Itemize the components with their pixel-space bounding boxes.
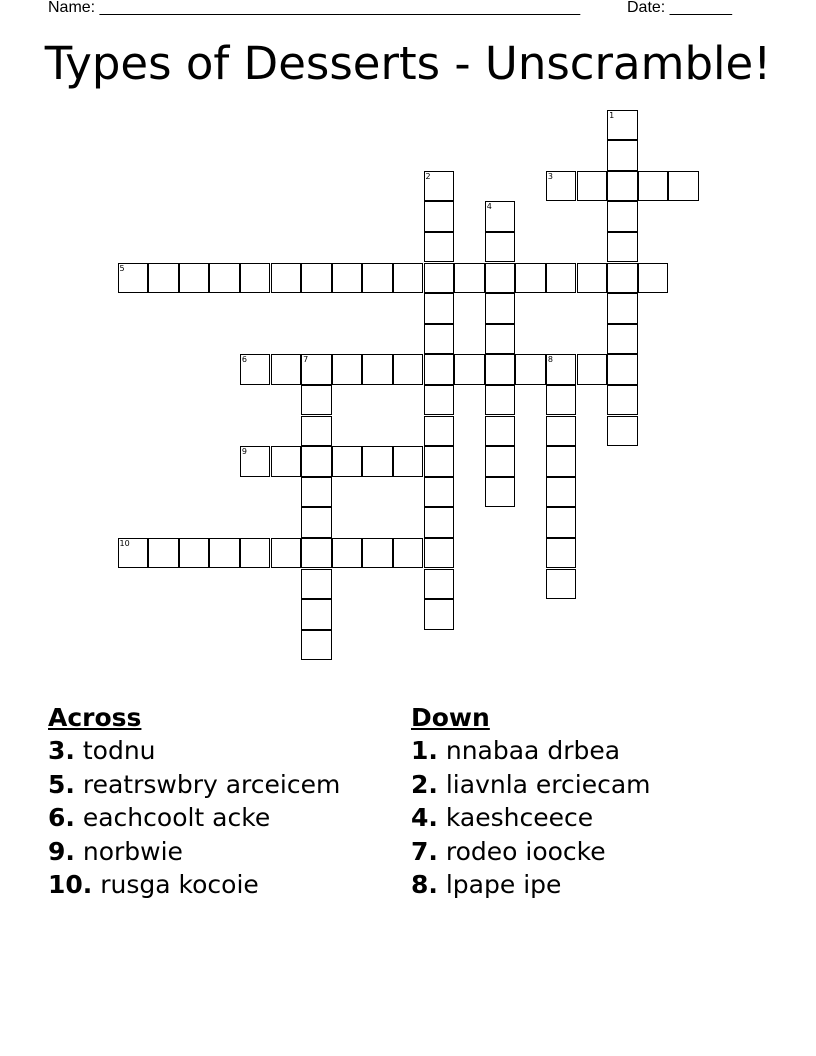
cell-number: 6 [241,355,247,365]
grid-cell[interactable] [424,538,455,569]
clue-number: 10. [48,870,93,899]
across-clue-list [48,734,340,902]
grid-cell[interactable] [240,446,271,477]
grid-cell[interactable] [424,232,455,263]
grid-cell[interactable] [607,324,638,355]
grid-cell[interactable] [301,446,332,477]
cell-number: 5 [119,263,125,273]
clue-number: 1. [411,736,438,765]
grid-cell[interactable] [485,416,516,447]
down-clue [411,768,651,802]
grid-cell[interactable] [577,354,608,385]
down-heading: Down [411,703,490,732]
grid-cell[interactable] [485,354,516,385]
cell-number: 8 [547,355,553,365]
clue-text: eachcoolt acke [82,803,271,832]
grid-cell[interactable] [485,385,516,416]
grid-cell[interactable] [301,354,332,385]
grid-cell[interactable] [424,201,455,232]
grid-cell[interactable] [546,354,577,385]
grid-cell[interactable] [546,569,577,600]
grid-cell[interactable] [209,263,240,294]
grid-cell[interactable] [362,354,393,385]
clue-text: lpape ipe [445,870,562,899]
grid-cell[interactable] [179,263,210,294]
grid-cell[interactable] [271,354,302,385]
cell-number: 2 [425,171,431,181]
grid-cell[interactable] [301,507,332,538]
grid-cell[interactable] [638,171,669,202]
grid-cell[interactable] [271,538,302,569]
grid-cell[interactable] [424,324,455,355]
grid-cell[interactable] [546,263,577,294]
down-clue [411,801,651,835]
across-heading: Across [48,703,142,732]
grid-cell[interactable] [515,263,546,294]
grid-cell[interactable] [424,599,455,630]
grid-cell[interactable] [454,354,485,385]
grid-cell[interactable] [424,385,455,416]
grid-cell[interactable] [240,538,271,569]
across-clue [48,801,340,835]
clue-text: norbwie [82,836,183,866]
grid-cell[interactable] [607,110,638,141]
down-clues [411,702,651,902]
grid-cell[interactable] [577,171,608,202]
clue-text: kaeshceece [445,803,594,832]
grid-cell[interactable] [424,569,455,600]
grid-cell[interactable] [485,477,516,508]
clue-number: 6. [48,803,75,832]
grid-cell[interactable] [301,569,332,600]
grid-cell[interactable] [362,263,393,294]
grid-cell[interactable] [607,385,638,416]
grid-cell[interactable] [301,477,332,508]
across-clues [48,702,340,902]
grid-cell[interactable] [546,446,577,477]
down-clue [411,734,651,768]
grid-cell[interactable] [301,263,332,294]
down-clue [411,835,651,869]
cell-number: 9 [241,447,247,457]
grid-cell[interactable] [424,293,455,324]
clue-number: 4. [411,803,438,832]
grid-cell[interactable] [301,416,332,447]
grid-cell[interactable] [240,354,271,385]
grid-cell[interactable] [332,446,363,477]
grid-cell[interactable] [546,538,577,569]
grid-cell[interactable] [454,263,485,294]
clue-number: 8. [411,870,438,899]
clue-text: rusga kocoie [100,870,259,899]
across-clue [48,768,340,802]
grid-cell[interactable] [148,263,179,294]
grid-cell[interactable] [607,416,638,447]
grid-cell[interactable] [393,446,424,477]
clue-text: reatrswbry arceicem [82,769,341,799]
grid-cell[interactable] [607,293,638,324]
grid-cell[interactable] [424,354,455,385]
grid-cell[interactable] [485,201,516,232]
grid-cell[interactable] [485,263,516,294]
grid-cell[interactable] [393,354,424,385]
grid-cell[interactable] [515,354,546,385]
grid-cell[interactable] [301,599,332,630]
cell-number: 3 [547,171,553,181]
clue-text: todnu [82,736,156,765]
grid-cell[interactable] [179,538,210,569]
grid-cell[interactable] [607,354,638,385]
grid-cell[interactable] [424,263,455,294]
grid-cell[interactable] [546,416,577,447]
grid-cell[interactable] [546,507,577,538]
clue-text: rodeo ioocke [445,836,606,866]
down-clue [411,868,651,902]
clue-number: 5. [48,769,75,799]
grid-cell[interactable] [485,293,516,324]
clue-number: 2. [411,769,438,799]
page-title: Types of Desserts - Unscramble! [44,37,772,90]
across-clue [48,734,340,768]
grid-cell[interactable] [362,538,393,569]
grid-cell[interactable] [577,263,608,294]
grid-cell[interactable] [546,477,577,508]
date-field: Date: _______ [627,0,732,16]
grid-cell[interactable] [118,263,149,294]
grid-cell[interactable] [546,171,577,202]
across-clue [48,868,340,902]
cell-number: 10 [119,538,130,548]
grid-cell[interactable] [424,446,455,477]
cell-number: 7 [303,355,309,365]
grid-cell[interactable] [301,630,332,661]
clue-number: 3. [48,736,75,765]
cell-number: 4 [486,202,492,212]
grid-cell[interactable] [332,263,363,294]
grid-cell[interactable] [118,538,149,569]
grid-cell[interactable] [424,416,455,447]
grid-cell[interactable] [424,171,455,202]
grid-cell[interactable] [607,263,638,294]
grid-cell[interactable] [607,140,638,171]
grid-cell[interactable] [271,446,302,477]
grid-cell[interactable] [332,354,363,385]
grid-cell[interactable] [148,538,179,569]
grid-cell[interactable] [546,385,577,416]
cell-number: 1 [609,110,615,120]
grid-cell[interactable] [607,171,638,202]
grid-cell[interactable] [638,263,669,294]
clue-number: 9. [48,836,75,866]
grid-cell[interactable] [485,446,516,477]
clue-text: nnabaa drbea [445,736,621,765]
grid-cell[interactable] [209,538,240,569]
grid-cell[interactable] [362,446,393,477]
grid-cell[interactable] [240,263,271,294]
grid-cell[interactable] [668,171,699,202]
down-clue-list [411,734,651,902]
grid-cell[interactable] [485,324,516,355]
grid-cell[interactable] [301,385,332,416]
grid-cell[interactable] [301,538,332,569]
clue-number: 7. [411,836,438,866]
grid-cell[interactable] [393,263,424,294]
grid-cell[interactable] [271,263,302,294]
grid-cell[interactable] [607,232,638,263]
across-clue [48,835,340,869]
clue-text: liavnla erciecam [445,769,651,799]
grid-cell[interactable] [332,538,363,569]
grid-cell[interactable] [424,507,455,538]
grid-cell[interactable] [393,538,424,569]
grid-cell[interactable] [485,232,516,263]
grid-cell[interactable] [424,477,455,508]
name-field: Name: ______________________________________________________ [48,0,581,16]
grid-cell[interactable] [607,201,638,232]
